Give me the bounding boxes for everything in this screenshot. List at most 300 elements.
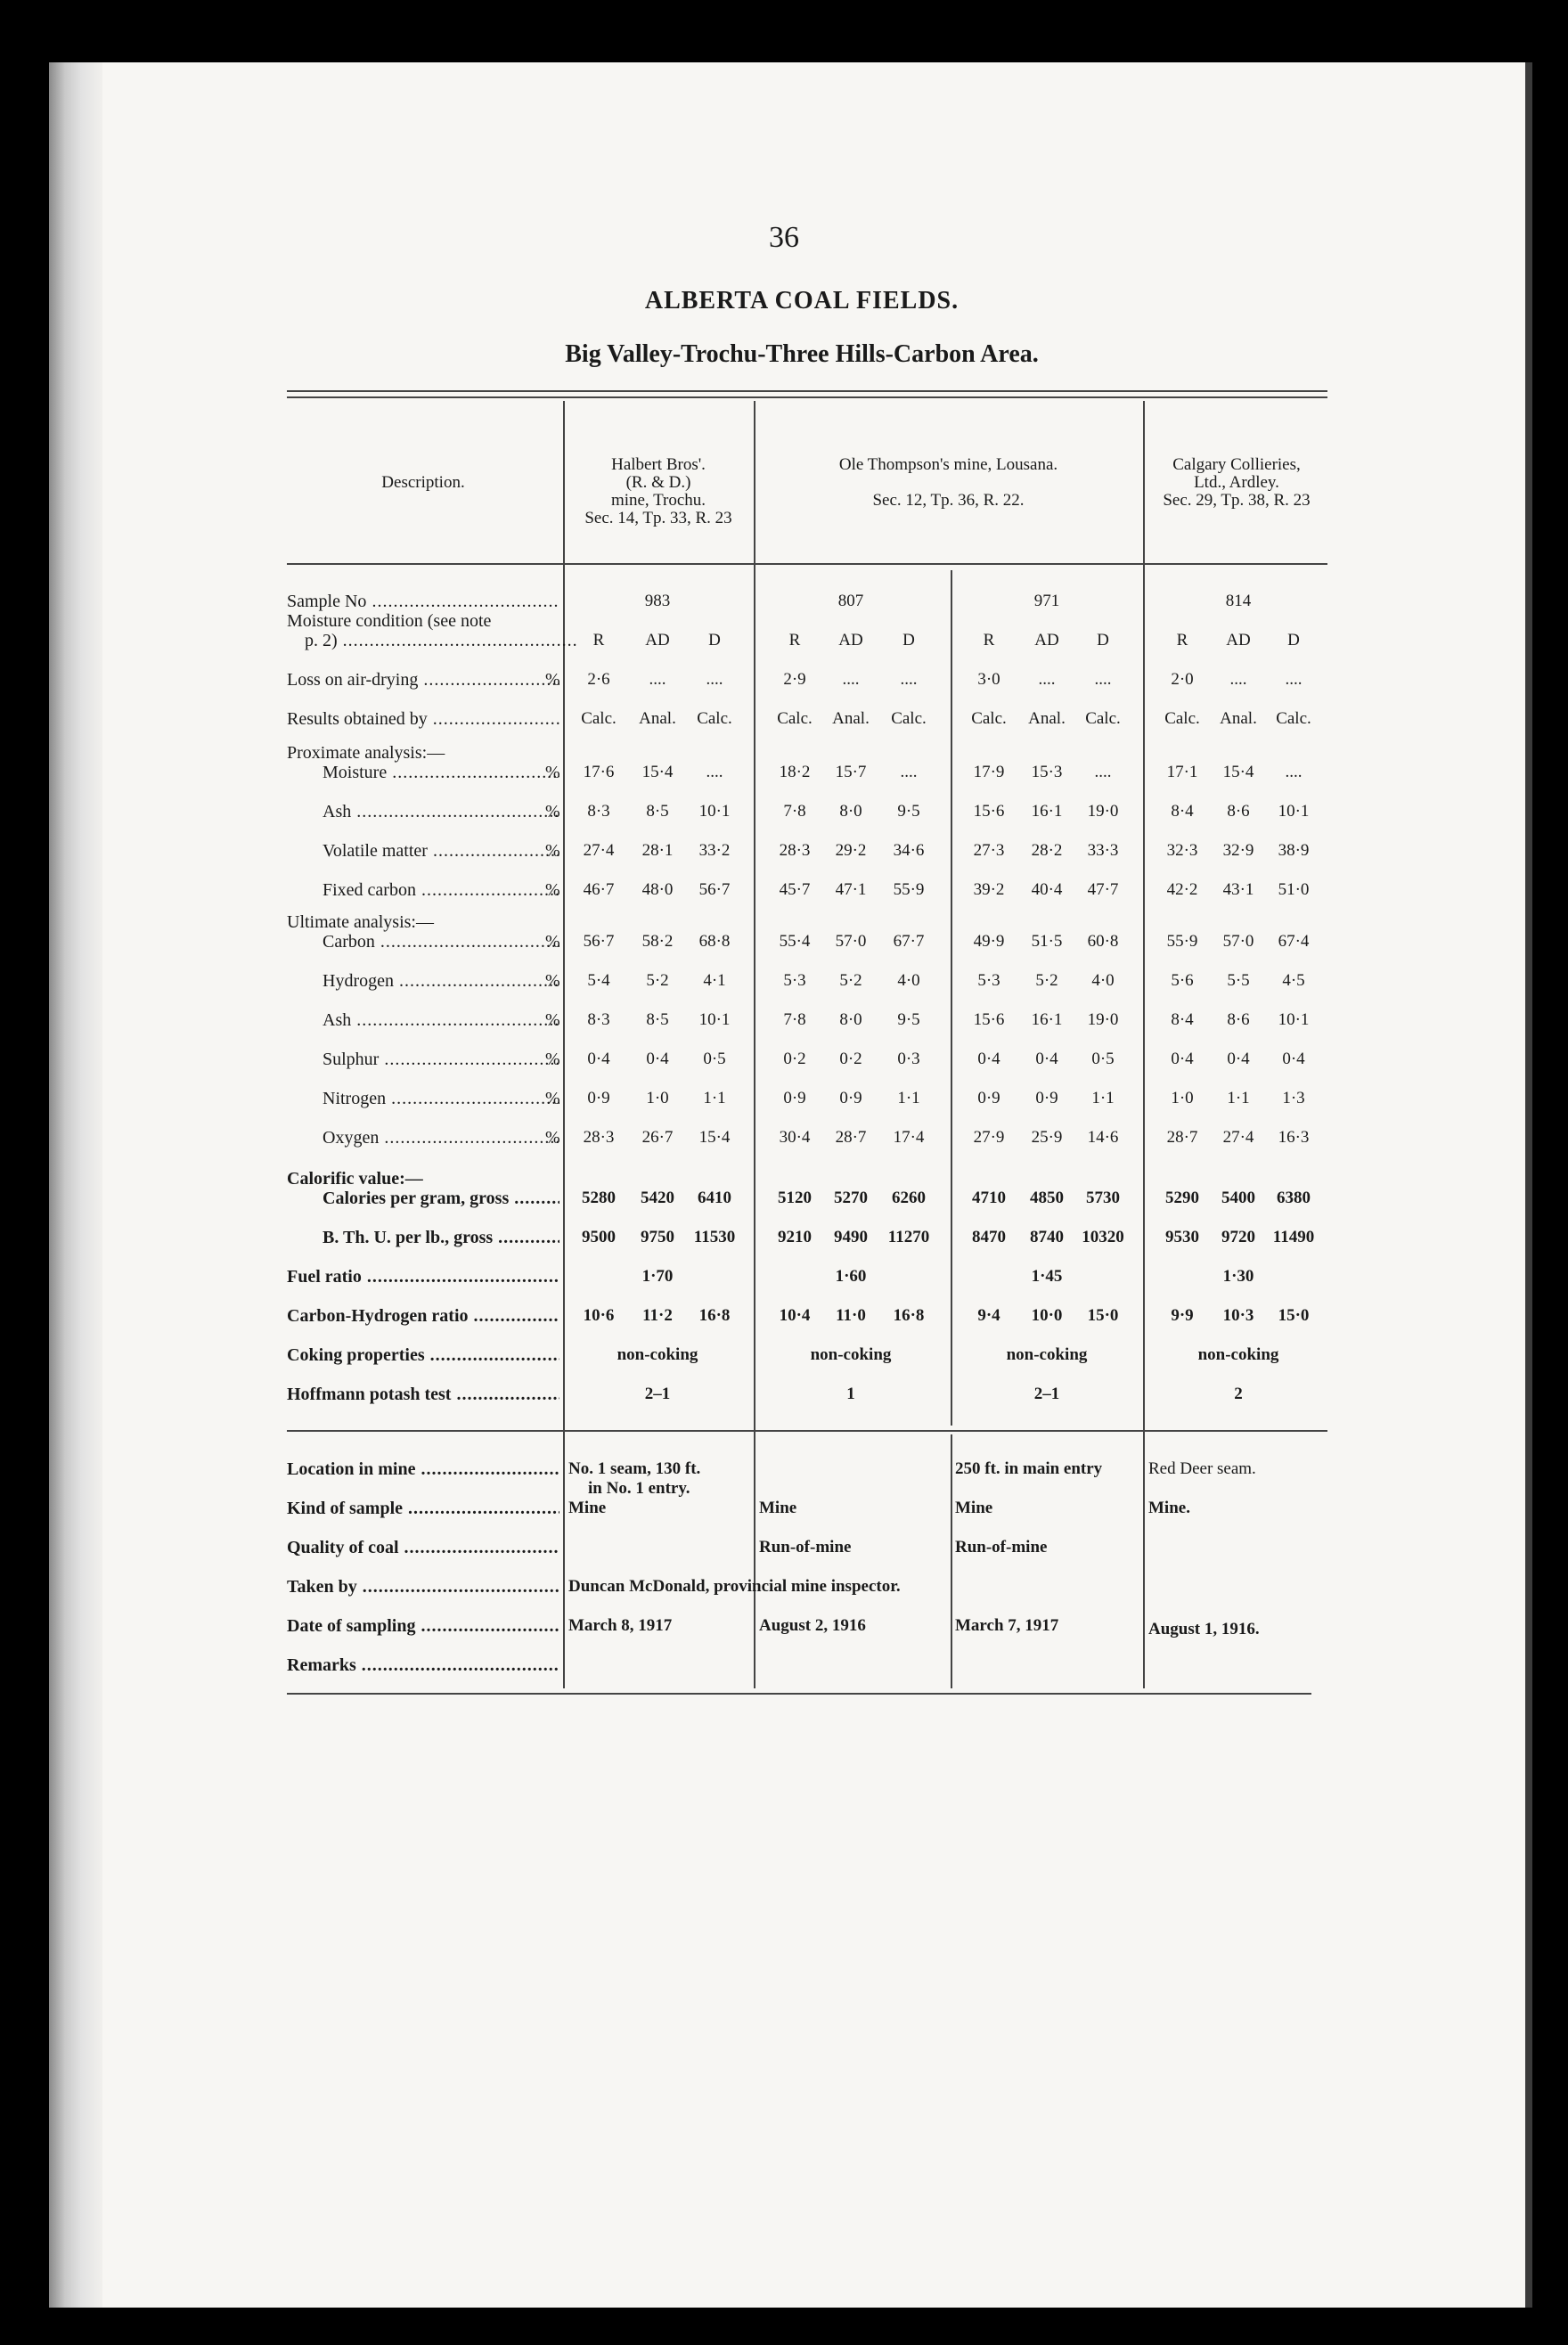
table-cell: 1·70: [641, 1267, 674, 1286]
row-label: [287, 709, 559, 729]
info-cell: [955, 1616, 1139, 1636]
table-cell: 15·4: [698, 1128, 731, 1147]
table-cell: 5·2: [1035, 971, 1058, 990]
table-cell: 47·1: [835, 880, 867, 899]
table-cell: ....: [1285, 670, 1303, 689]
info-cell: [759, 1499, 946, 1518]
sample-number: 814: [1225, 592, 1252, 610]
table-cell: 17·1: [1166, 763, 1198, 781]
row-label: [287, 880, 559, 900]
table-cell: 16·1: [1031, 1010, 1063, 1029]
info-text: Run-of-mine: [759, 1538, 852, 1557]
table-cell: 6410: [698, 1189, 731, 1207]
row-label: [287, 1128, 559, 1148]
sample-number: 807: [837, 592, 864, 610]
info-cell: [568, 1459, 752, 1479]
table-cell: 38·9: [1278, 841, 1310, 860]
thompson-header: Ole Thompson's mine, Lousana. Sec. 12, Tp. 36, R. 22.: [838, 455, 1058, 510]
unit-label: %: [545, 802, 560, 821]
table-cell: 5270: [834, 1189, 868, 1207]
rad-header: D: [1287, 631, 1300, 650]
info-text: No. 1 seam, 130 ft.: [568, 1459, 701, 1478]
row-label: [287, 802, 559, 821]
info-text: Run-of-mine: [955, 1538, 1048, 1557]
col-divider-2: [754, 401, 755, 1688]
table-cell: 46·7: [583, 880, 615, 899]
row-label: [287, 1010, 559, 1030]
table-cell: 0·2: [783, 1050, 806, 1068]
row-label-text: Results obtained by: [287, 709, 428, 729]
table-cell: 5·2: [839, 971, 862, 990]
table-cell: 28·7: [835, 1128, 867, 1147]
table-cell: 42·2: [1166, 880, 1198, 899]
table-cell: 0·4: [1171, 1050, 1194, 1068]
table-cell: ....: [706, 763, 723, 781]
table-cell: 0·4: [1227, 1050, 1250, 1068]
table-cell: 56·7: [698, 880, 731, 899]
table-cell: 57·0: [835, 932, 867, 951]
unit-label: %: [545, 763, 560, 782]
unit-label: %: [545, 932, 560, 952]
table-cell: 1·3: [1282, 1089, 1305, 1107]
table-cell: 26·7: [641, 1128, 674, 1147]
table-cell: 10·3: [1222, 1306, 1254, 1325]
table-cell: 1·60: [835, 1267, 867, 1286]
table-cell: 0·9: [839, 1089, 862, 1107]
table-cell: Calc.: [1085, 709, 1121, 728]
unit-label: %: [545, 971, 560, 991]
table-cell: 0·4: [1035, 1050, 1058, 1068]
sample-number: 971: [1033, 592, 1060, 610]
col-divider-3b: [951, 1434, 952, 1688]
unit-label: %: [545, 1050, 560, 1069]
table-cell: 4850: [1030, 1189, 1064, 1207]
table-cell: 8·5: [646, 1010, 669, 1029]
table-cell: 2·0: [1171, 670, 1194, 689]
table-cell: 2: [1234, 1385, 1243, 1403]
row-label: [287, 1655, 559, 1675]
row-label-text: Quality of coal: [287, 1538, 399, 1557]
row-label: [287, 670, 559, 690]
table-cell: Calc.: [697, 709, 732, 728]
table-cell: 15·4: [641, 763, 674, 781]
table-cell: ....: [1229, 670, 1247, 689]
unit-label: %: [545, 1010, 560, 1030]
table-cell: 32·3: [1166, 841, 1198, 860]
row-label-text: Hydrogen: [323, 971, 394, 991]
table-cell: 1: [846, 1385, 855, 1403]
row-label-text: Ash: [323, 802, 352, 821]
ultimate-label: Ultimate analysis:—: [287, 912, 434, 932]
table-cell: 8·4: [1171, 1010, 1194, 1029]
table-cell: 5730: [1086, 1189, 1120, 1207]
table-cell: 40·4: [1031, 880, 1063, 899]
table-cell: non-coking: [1006, 1345, 1088, 1364]
row-label-text: Calories per gram, gross: [323, 1189, 510, 1208]
info-cell: [568, 1499, 752, 1518]
unit-label: %: [545, 880, 560, 900]
row-label: [287, 1050, 559, 1069]
page-title: ALBERTA COAL FIELDS.: [644, 287, 960, 315]
unit-label: %: [545, 670, 560, 690]
col-divider-3: [951, 570, 952, 1426]
row-label: [287, 1616, 559, 1636]
table-cell: 5·5: [1227, 971, 1250, 990]
row-label: [287, 763, 559, 782]
row-label-text: Moisture: [323, 763, 388, 782]
table-cell: 5290: [1165, 1189, 1199, 1207]
table-cell: 1·0: [1171, 1089, 1194, 1107]
table-cell: 2–1: [1033, 1385, 1060, 1403]
table-cell: 15·4: [1222, 763, 1254, 781]
table-cell: 7·8: [783, 802, 806, 821]
table-cell: 27·9: [973, 1128, 1005, 1147]
table-cell: 8·0: [839, 802, 862, 821]
table-cell: 1·1: [897, 1089, 920, 1107]
info-text: Mine: [955, 1499, 993, 1517]
halbert-header: Halbert Bros'. (R. & D.) mine, Trochu. Sec. 14, Tp. 33, R. 23: [584, 455, 732, 527]
table-cell: 10·0: [1031, 1306, 1063, 1325]
col-divider-1: [563, 401, 565, 1688]
table-cell: 9·4: [977, 1306, 1000, 1325]
table-cell: 16·1: [1031, 802, 1063, 821]
table-cell: 4·0: [897, 971, 920, 990]
table-cell: 2–1: [644, 1385, 671, 1403]
rad-header: D: [1097, 631, 1109, 650]
table-cell: 4·1: [703, 971, 726, 990]
rad-header: AD: [838, 631, 863, 650]
sample-no-label: Sample No .....: [287, 592, 559, 611]
table-cell: non-coking: [617, 1345, 698, 1364]
page-number: 36: [769, 221, 799, 254]
table-cell: 55·9: [893, 880, 925, 899]
table-cell: 10·6: [583, 1306, 615, 1325]
table-cell: ....: [900, 670, 918, 689]
table-cell: 15·7: [835, 763, 867, 781]
table-cell: 9720: [1221, 1228, 1255, 1246]
rad-header: R: [983, 631, 995, 650]
info-cell: [568, 1616, 752, 1636]
table-cell: 8·4: [1171, 802, 1194, 821]
table-cell: 0·9: [587, 1089, 610, 1107]
row-label-text: Coking properties: [287, 1345, 425, 1365]
table-cell: 9530: [1165, 1228, 1199, 1246]
row-label: [287, 1577, 559, 1597]
table-cell: 18·2: [779, 763, 811, 781]
table-cell: 8·3: [587, 1010, 610, 1029]
page: [49, 62, 1532, 2308]
table-cell: 1·1: [703, 1089, 726, 1107]
table-cell: Calc.: [777, 709, 813, 728]
page-binding: [49, 62, 102, 2308]
table-cell: 57·0: [1222, 932, 1254, 951]
table-cell: 0·4: [977, 1050, 1000, 1068]
table-cell: ....: [1094, 763, 1112, 781]
table-cell: 4·5: [1282, 971, 1305, 990]
table-cell: 27·4: [1222, 1128, 1254, 1147]
info-cell: [759, 1616, 946, 1636]
info-text: March 7, 1917: [955, 1616, 1059, 1635]
info-cell: [759, 1538, 946, 1557]
info-cell: [1148, 1620, 1327, 1639]
table-cell: 25·9: [1031, 1128, 1063, 1147]
table-cell: 0·3: [897, 1050, 920, 1068]
row-label-text: Nitrogen: [323, 1089, 387, 1108]
row-label-text: Oxygen: [323, 1128, 380, 1148]
row-label: [287, 1306, 559, 1326]
proximate-label: Proximate analysis:—: [287, 743, 445, 763]
info-rule: [287, 1430, 1327, 1432]
table-cell: 2·9: [783, 670, 806, 689]
sample-number: 983: [644, 592, 671, 610]
table-cell: 15·0: [1087, 1306, 1119, 1325]
col-divider-4: [1143, 401, 1145, 1688]
table-cell: 33·3: [1087, 841, 1119, 860]
info-text: August 1, 1916.: [1148, 1620, 1260, 1638]
row-label-text: Loss on air-drying: [287, 670, 419, 690]
table-cell: 10·1: [698, 1010, 731, 1029]
table-cell: 1·45: [1031, 1267, 1063, 1286]
table-cell: 15·6: [973, 1010, 1005, 1029]
row-label-text: Volatile matter: [323, 841, 428, 861]
table-cell: 11490: [1272, 1228, 1315, 1246]
table-cell: 0·5: [703, 1050, 726, 1068]
table-cell: 8·0: [839, 1010, 862, 1029]
row-label: [287, 1538, 559, 1557]
info-text: Mine: [759, 1499, 797, 1517]
table-cell: 5420: [641, 1189, 674, 1207]
table-cell: 43·1: [1222, 880, 1254, 899]
table-cell: ....: [842, 670, 860, 689]
table-cell: 8·6: [1227, 802, 1250, 821]
table-cell: 27·3: [973, 841, 1005, 860]
row-label-text: Taken by: [287, 1577, 357, 1597]
table-cell: 5·6: [1171, 971, 1194, 990]
table-cell: 4710: [972, 1189, 1006, 1207]
row-label-text: Kind of sample: [287, 1499, 404, 1518]
table-cell: 45·7: [779, 880, 811, 899]
table-cell: 51·0: [1278, 880, 1310, 899]
table-cell: 16·8: [698, 1306, 731, 1325]
table-cell: 10·4: [779, 1306, 811, 1325]
table-cell: 47·7: [1087, 880, 1119, 899]
table-cell: 14·6: [1087, 1128, 1119, 1147]
rad-header: D: [902, 631, 915, 650]
table-cell: 33·2: [698, 841, 731, 860]
table-cell: 8·3: [587, 802, 610, 821]
table-cell: 19·0: [1087, 1010, 1119, 1029]
table-cell: 68·8: [698, 932, 731, 951]
table-cell: 29·2: [835, 841, 867, 860]
moisture-condition-label: Moisture condition (see note: [287, 611, 492, 631]
table-cell: 6260: [892, 1189, 926, 1207]
table-cell: 8·6: [1227, 1010, 1250, 1029]
table-cell: 8·5: [646, 802, 669, 821]
table-cell: 28·3: [779, 841, 811, 860]
row-label: [287, 1345, 559, 1365]
table-cell: 11·0: [836, 1306, 866, 1325]
table-cell: 15·3: [1031, 763, 1063, 781]
table-cell: ....: [1285, 763, 1303, 781]
row-label-text: Carbon-Hydrogen ratio: [287, 1306, 469, 1326]
table-cell: 0·9: [783, 1089, 806, 1107]
table-cell: 30·4: [779, 1128, 811, 1147]
table-cell: 2·6: [587, 670, 610, 689]
table-cell: 48·0: [641, 880, 674, 899]
header-rule: [287, 563, 1327, 565]
table-cell: 67·7: [893, 932, 925, 951]
table-cell: 0·5: [1091, 1050, 1115, 1068]
row-label-text: Hoffmann potash test: [287, 1385, 452, 1404]
info-text: Red Deer seam.: [1148, 1459, 1256, 1478]
row-label-text: Date of sampling: [287, 1616, 416, 1636]
table-cell: 56·7: [583, 932, 615, 951]
bottom-rule: [287, 1693, 1311, 1695]
unit-label: %: [545, 841, 560, 861]
row-label-text: Fixed carbon: [323, 880, 416, 900]
row-label-text: Ash: [323, 1010, 352, 1030]
row-label: [287, 1089, 559, 1108]
row-label: [287, 1189, 559, 1208]
table-cell: 8740: [1030, 1228, 1064, 1246]
table-cell: 5·3: [977, 971, 1000, 990]
table-cell: non-coking: [810, 1345, 892, 1364]
table-cell: 27·4: [583, 841, 615, 860]
row-label-text: Remarks: [287, 1655, 356, 1675]
description-header: Description.: [381, 473, 465, 492]
rad-header: D: [708, 631, 721, 650]
top-rule: [287, 390, 1327, 392]
rad-header: AD: [645, 631, 670, 650]
info-cell: [1148, 1459, 1327, 1479]
table-cell: ....: [649, 670, 666, 689]
page-subtitle: Big Valley-Trochu-Three Hills-Carbon Area.: [565, 340, 1039, 368]
row-label-text: Sulphur: [323, 1050, 380, 1069]
row-label: [287, 932, 559, 952]
table-cell: 9·5: [897, 802, 920, 821]
table-cell: ....: [900, 763, 918, 781]
table-cell: 58·2: [641, 932, 674, 951]
info-cell: in No. 1 entry.: [588, 1479, 690, 1498]
table-cell: 17·4: [893, 1128, 925, 1147]
table-cell: 55·4: [779, 932, 811, 951]
info-text: 250 ft. in main entry: [955, 1459, 1103, 1478]
rad-header: AD: [1226, 631, 1251, 650]
rad-header: R: [1176, 631, 1188, 650]
info-cell: [955, 1538, 1139, 1557]
rad-header: AD: [1034, 631, 1059, 650]
info-cell: [1148, 1499, 1327, 1518]
table-cell: 17·9: [973, 763, 1005, 781]
table-cell: non-coking: [1197, 1345, 1279, 1364]
table-cell: Calc.: [581, 709, 617, 728]
table-cell: 28·2: [1031, 841, 1063, 860]
table-cell: 0·4: [1282, 1050, 1305, 1068]
table-cell: 11530: [693, 1228, 736, 1246]
table-cell: 6380: [1277, 1189, 1311, 1207]
table-cell: 1·1: [1227, 1089, 1250, 1107]
row-label: [287, 971, 559, 991]
table-cell: 9500: [582, 1228, 616, 1246]
table-cell: 28·3: [583, 1128, 615, 1147]
table-cell: 9490: [834, 1228, 868, 1246]
table-cell: 1·0: [646, 1089, 669, 1107]
info-cell: [955, 1459, 1139, 1479]
row-label: [287, 841, 559, 861]
page-edge: [1525, 62, 1532, 2308]
row-label: [287, 1228, 559, 1247]
rad-header: R: [788, 631, 801, 650]
table-cell: 5·4: [587, 971, 610, 990]
table-cell: 16·8: [893, 1306, 925, 1325]
table-cell: Calc.: [891, 709, 927, 728]
row-label-text: Fuel ratio: [287, 1267, 362, 1287]
table-cell: 28·1: [641, 841, 674, 860]
table-cell: 0·9: [1035, 1089, 1058, 1107]
table-cell: 11270: [887, 1228, 930, 1246]
info-text: Mine.: [1148, 1499, 1190, 1517]
table-cell: 15·0: [1278, 1306, 1310, 1325]
table-cell: 7·8: [783, 1010, 806, 1029]
row-label-text: B. Th. U. per lb., gross: [323, 1228, 494, 1247]
info-cell: [955, 1499, 1139, 1518]
table-cell: 5280: [582, 1189, 616, 1207]
table-cell: 39·2: [973, 880, 1005, 899]
top-rule-2: [287, 396, 1327, 398]
table-cell: 9·5: [897, 1010, 920, 1029]
table-cell: ....: [706, 670, 723, 689]
table-cell: 9·9: [1171, 1306, 1194, 1325]
table-cell: 0·2: [839, 1050, 862, 1068]
table-cell: 11·2: [642, 1306, 673, 1325]
table-cell: 49·9: [973, 932, 1005, 951]
info-text: August 2, 1916: [759, 1616, 866, 1635]
info-text: March 8, 1917: [568, 1616, 673, 1635]
table-cell: 5400: [1221, 1189, 1255, 1207]
table-cell: 67·4: [1278, 932, 1310, 951]
table-cell: 51·5: [1031, 932, 1063, 951]
table-cell: 28·7: [1166, 1128, 1198, 1147]
table-cell: Anal.: [1220, 709, 1257, 728]
table-cell: 10·1: [1278, 802, 1310, 821]
info-cell: Duncan McDonald, provincial mine inspector.: [568, 1577, 901, 1596]
table-cell: 1·1: [1091, 1089, 1115, 1107]
calgary-header: Calgary Collieries, Ltd., Ardley. Sec. 29, Tp. 38, R. 23: [1163, 455, 1311, 510]
table-cell: Calc.: [1164, 709, 1200, 728]
table-cell: Calc.: [971, 709, 1007, 728]
table-cell: 0·4: [587, 1050, 610, 1068]
table-cell: 60·8: [1087, 932, 1119, 951]
table-cell: 10·1: [1278, 1010, 1310, 1029]
table-cell: 5·3: [783, 971, 806, 990]
calorific-label: Calorific value:—: [287, 1169, 423, 1189]
row-label: [287, 1459, 559, 1479]
table-cell: ....: [1038, 670, 1056, 689]
table-cell: 55·9: [1166, 932, 1198, 951]
table-cell: 34·6: [893, 841, 925, 860]
table-cell: Anal.: [639, 709, 676, 728]
table-cell: 5·2: [646, 971, 669, 990]
table-cell: 1·30: [1222, 1267, 1254, 1286]
table-cell: 0·9: [977, 1089, 1000, 1107]
table-cell: 10·1: [698, 802, 731, 821]
row-label-text: Location in mine: [287, 1459, 416, 1479]
table-cell: 9210: [778, 1228, 812, 1246]
table-cell: 10320: [1082, 1228, 1124, 1246]
table-cell: 32·9: [1222, 841, 1254, 860]
table-cell: 19·0: [1087, 802, 1119, 821]
rad-header: R: [592, 631, 605, 650]
